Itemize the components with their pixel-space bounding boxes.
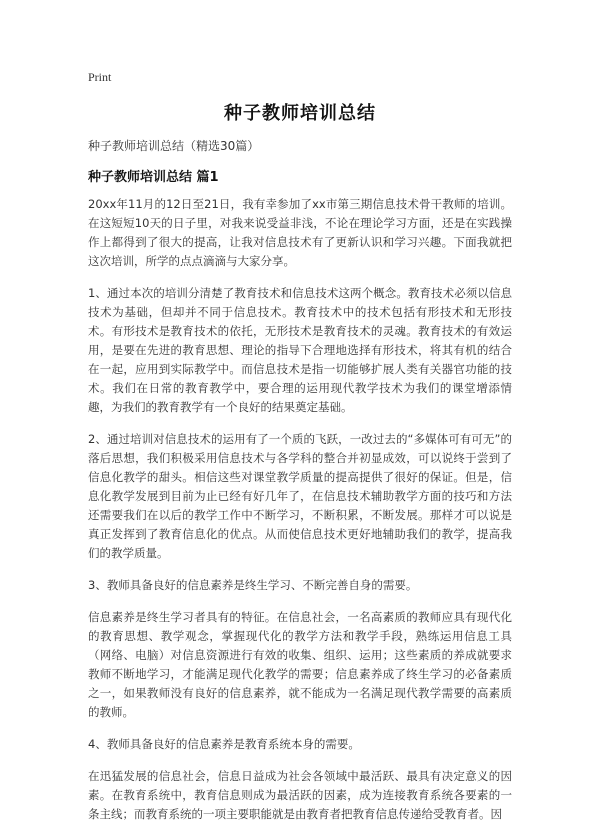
section-heading: 种子教师培训总结 篇1: [88, 170, 219, 185]
document-subtitle: 种子教师培训总结（精选30篇）: [88, 139, 260, 153]
paragraph-point-2: 2、通过培训对信息技术的运用有了一个质的飞跃，一改过去的“多媒体可有可无”的落后思想，我们积极采用信息技术与各学科的整合并初显成效，可以说终于尝到了信息化教学的甜头。相信这些对课堂教学质量的提高提供了很好的保证。但是，信息化教学发展到目前为止已经有好几年了，在信息技术辅助教学方面的技巧和方法还需要我们在以后的教学工作中不断学习，不断积累，不断发展。那样才可以说是真正发挥到了教育信息化的优点。从而使信息技术更好地辅助我们的教学，提高我们的教学质量。: [88, 432, 512, 560]
paragraph-intro: 20xx年11月的12日至21日，我有幸参加了xx市第三期信息技术骨干教师的培训。在这短短10天的日子里，对我来说受益非浅，不论在理论学习方面，还是在实践操作上都得到了很大的提高，让我对信息技术有了更新认识和学习兴趣。下面我就把这次培训，所学的点点滴滴与大家分享。: [88, 197, 512, 268]
paragraph-point-3-body: 信息素养是终生学习者具有的特征。在信息社会，一名高素质的教师应具有现代化的教育思想、教学观念，掌握现代化的教学方法和教学手段，熟练运用信息工具（网络、电脑）对信息资源进行有效的收集、组织、运用；这些素质的养成就要求教师不断地学习，才能满足现代化教学的需要；信息素养成了终生学习的必备素质之一，如果教师没有良好的信息素养，就不能成为一名满足现代教学需要的高素质的教师。: [88, 610, 512, 719]
paragraph-point-1: 1、通过本次的培训分清楚了教育技术和信息技术这两个概念。教育技术必须以信息技术为基础，但却并不同于信息技术。教育技术中的技术包括有形技术和无形技术。有形技术是教育技术的依托，无形技术是教育技术的灵魂。教育技术的有效运用，是要在先进的教育思想、理论的指导下合理地选择有形技术，将其有机的结合在一起，应用到实际教学中。而信息技术是指一切能够扩展人类有关器官功能的技术。我们在日常的教育教学中，要合理的运用现代教学技术为我们的课堂增添情趣，为我们的教育教学有一个良好的结果奠定基础。: [88, 286, 512, 414]
paragraph-point-3-heading: 3、教师具备良好的信息素养是终生学习、不断完善自身的需要。: [88, 578, 418, 592]
document-title: 种子教师培训总结: [224, 103, 376, 124]
print-label: Print: [88, 70, 112, 84]
paragraph-point-4-body: 在迅猛发展的信息社会，信息日益成为社会各领域中最活跃、最具有决定意义的因素。在教育系统中，教育信息则成为最活跃的因素，成为连接教育系统各要素的一条主线；而教育系统的一项主要职能就是由教育者把教育信息传递给受教育者。因: [88, 769, 512, 821]
paragraph-point-4-heading: 4、教师具备良好的信息素养是教育系统本身的需要。: [88, 737, 360, 751]
